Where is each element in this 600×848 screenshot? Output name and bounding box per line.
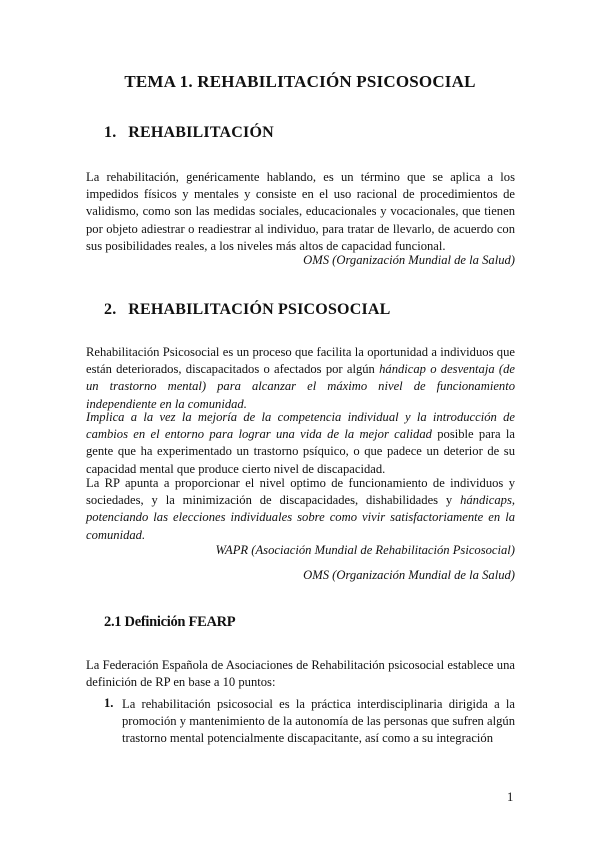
list-item-number: 1. <box>104 696 114 710</box>
section-2-number: 2. <box>104 301 117 318</box>
paragraph-emphasis: Implica a la vez la mejoría de la competencia individual y la introducción de cambios en el entorno para lograr una vida de la mejor calidad <box>86 410 515 442</box>
section-1-heading <box>104 124 274 142</box>
section-1-title: REHABILITACIÓN <box>128 124 274 141</box>
section-2-paragraph-2 <box>86 409 515 478</box>
section-1-number: 1. <box>104 124 117 141</box>
section-1-source: OMS (Organización Mundial de la Salud) <box>303 253 515 267</box>
page-number: 1 <box>507 790 514 804</box>
section-2-title: REHABILITACIÓN PSICOSOCIAL <box>128 301 391 318</box>
section-2-paragraph-1 <box>86 344 515 413</box>
paragraph-emphasis: hándicap o desventaja (de un trastorno mental) para alcanzar el máximo nivel de funcionamiento independiente en la comunidad. <box>86 362 515 411</box>
document-title: TEMA 1. REHABILITACIÓN PSICOSOCIAL <box>124 72 476 91</box>
section-1-paragraph: La rehabilitación, genéricamente hablando, es un término que se aplica a los impedidos físicos y mentales y consiste en el uso racional de procedimientos de validismo, como son las medidas sociales, educacionales y vocacionales, que tienen por objeto adiestrar o readiestrar al individuo, para tratar de llevarlo, de acuerdo con sus posibilidades reales, a los niveles más altos de capacidad funcional. <box>86 170 515 253</box>
section-2-paragraph-3 <box>86 475 515 544</box>
section-2-source-oms: OMS (Organización Mundial de la Salud) <box>303 568 515 582</box>
section-2-1-heading: 2.1 Definición FEARP <box>104 614 236 630</box>
list-item: La rehabilitación psicosocial es la práctica interdisciplinaria dirigida a la promoción y mantenimiento de la autonomía de las personas que sufren algún trastorno mental potencialmente discapacitante, así como a su integración <box>122 697 515 746</box>
section-2-heading <box>104 301 391 319</box>
section-2-1-intro: La Federación Española de Asociaciones de Rehabilitación psicosocial establece una definición de RP en base a 10 puntos: <box>86 658 515 690</box>
paragraph-emphasis: hándicaps, potenciando las elecciones individuales sobre como vivir satisfactoriamente en la comunidad. <box>86 493 515 542</box>
paragraph-text: posible para la gente que ha experimentado un trastorno psíquico, o que padece un deterior de su capacidad mental que produce cierto nivel de discapacidad. <box>86 427 516 476</box>
paragraph-text: La RP apunta a proporcionar el nivel optimo de funcionamiento de individuos y sociedades, y la minimización de discapacidades, dishabilidades y <box>86 476 515 508</box>
section-2-source-wapr: WAPR (Asociación Mundial de Rehabilitación Psicosocial) <box>215 543 515 557</box>
paragraph-text: Rehabilitación Psicosocial es un proceso que facilita la oportunidad a individuos que están deteriorados, discapacitados o afectados por algún <box>86 345 515 377</box>
